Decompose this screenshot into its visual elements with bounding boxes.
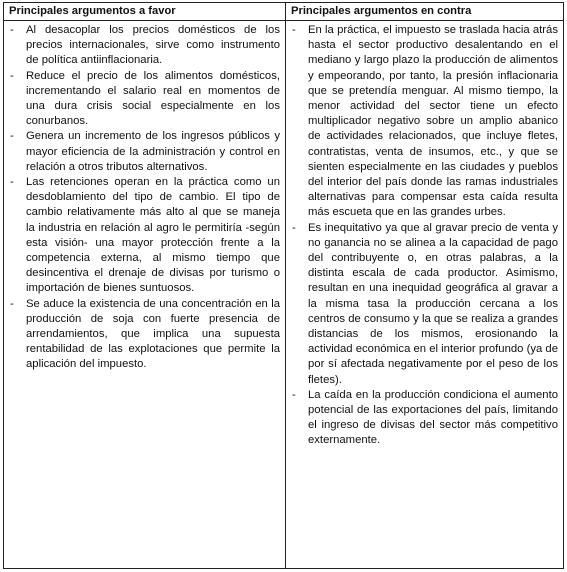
- contra-item-text: La caída en la producción condiciona el aumento potencial de las exportaciones del país, limitando el ingreso de divisas del sector más competitivo externamente.: [308, 388, 558, 447]
- contra-item: [286, 221, 558, 388]
- bullet-dash: -: [10, 176, 14, 189]
- body-row: [4, 21, 564, 569]
- bullet-dash: -: [292, 221, 296, 234]
- favor-item-text: Las retenciones operan en la práctica como un desdoblamiento del tipo de cambio. El tipo de cambio relativamente más alto al que se maneja la industria en relación al agro le permitiría -según esta visión- una mayor protección frente a la competencia externa, al mismo tiempo que desincentiva el drenaje de divisas por turismo o importación de bienes suntuosos.: [26, 176, 280, 295]
- bullet-dash: -: [10, 297, 14, 310]
- favor-item-text: Reduce el precio de los alimentos domésticos, incrementando el salario real en momentos de una dura crisis social especialmente en los conurbanos.: [26, 69, 280, 128]
- favor-item: [4, 297, 280, 373]
- contra-cell: [286, 21, 564, 569]
- contra-item-text: Es inequitativo ya que al gravar precio de venta y no ganancia no se alinea a la capacidad de pago del contribuyente o, en otras palabras, a la distinta escala de cada productor. Asimismo, resultan en una inequidad geográfica al gravar a la misma tasa la producción cercana a los centros de consumo y la que se realiza a grandes distancias de los mismos, erosionando la actividad económica en el interior profundo (ya de por sí afectada negativamente por el peso de los fletes).: [308, 221, 558, 386]
- bullet-dash: -: [10, 24, 14, 36]
- favor-cell: [4, 21, 286, 569]
- bullet-dash: -: [10, 130, 14, 143]
- favor-item: [4, 69, 280, 130]
- header-contra: Principales argumentos en contra: [286, 3, 564, 21]
- contra-item: [286, 23, 558, 221]
- contra-item-text: En la práctica, el impuesto se traslada hacia atrás hasta el sector productivo desalentando en el mediano y largo plazo la producción de alimentos y empeorando, por tanto, la presión inflacionaria que se pretendía menguar. Al mismo tiempo, la menor actividad del sector tiene un efecto multiplicador negativo sobre un amplio abanico de actividades relacionados, que incluye fletes, contratistas, venta de insumos, etc., y que se sienten especialmente en las ciudades y pueblos del interior del país donde las ramas industriales alternativas para compensar esta caída resulta más escueta que en las grandes urbes.: [308, 24, 558, 219]
- favor-item: [4, 23, 280, 69]
- favor-item: [4, 129, 280, 175]
- header-row: [4, 3, 564, 21]
- contra-item: [286, 388, 558, 449]
- favor-item: [4, 175, 280, 297]
- header-favor: Principales argumentos a favor: [4, 3, 286, 21]
- bullet-dash: -: [10, 69, 14, 82]
- arguments-table: [3, 2, 564, 569]
- bullet-dash: -: [292, 388, 296, 401]
- favor-item-text: Al desacoplar los precios domésticos de los precios internacionales, sirve como instrumento de política antiinflacionaria.: [26, 24, 280, 67]
- favor-item-text: Genera un incremento de los ingresos públicos y mayor eficiencia de la administración y control en relación a otros tributos alternativos.: [26, 130, 280, 173]
- bullet-dash: -: [292, 24, 296, 36]
- favor-item-text: Se aduce la existencia de una concentración en la producción de soja con fuerte presencia de arrendamientos, que implica una supuesta rentabilidad de las explotaciones que permite la aplicación del impuesto.: [26, 297, 280, 371]
- favor-list: [4, 21, 285, 373]
- contra-list: [286, 21, 563, 449]
